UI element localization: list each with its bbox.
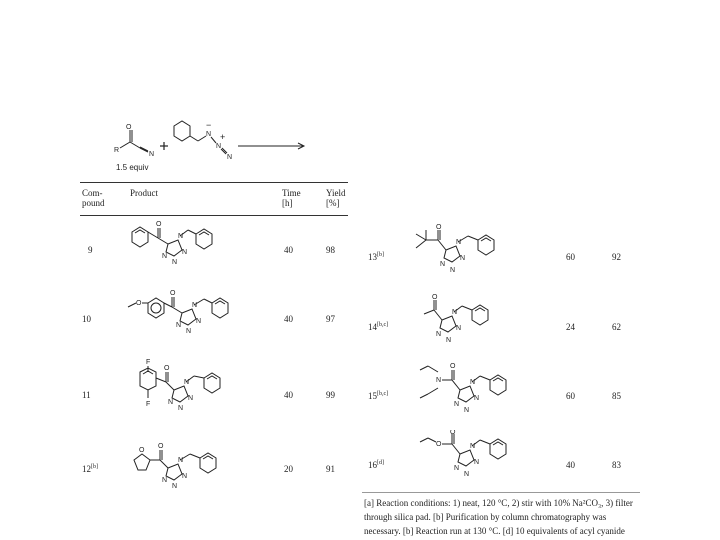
svg-text:−: −: [206, 120, 212, 130]
svg-text:N: N: [186, 328, 192, 335]
compound-number: 9: [88, 245, 93, 255]
svg-text:N: N: [464, 471, 470, 478]
scheme-n-label: N: [149, 151, 155, 158]
svg-text:N: N: [474, 459, 480, 466]
header-time: Time [h]: [282, 188, 301, 208]
yield-value: 98: [326, 245, 335, 255]
compound-number: 13[b]: [368, 252, 384, 262]
svg-text:N: N: [178, 233, 184, 240]
svg-text:N: N: [452, 309, 458, 316]
svg-text:N: N: [456, 325, 462, 332]
svg-text:N: N: [474, 395, 480, 402]
svg-text:O: O: [450, 363, 456, 370]
time-value: 60: [566, 252, 575, 262]
svg-text:N: N: [162, 477, 168, 484]
svg-text:N: N: [192, 302, 198, 309]
svg-text:N: N: [196, 318, 202, 325]
svg-text:N: N: [446, 337, 452, 344]
compound-number: 14[b,c]: [368, 322, 389, 332]
svg-text:N: N: [162, 253, 168, 260]
svg-text:N: N: [460, 255, 466, 262]
compound-number: 15[b,c]: [368, 391, 389, 401]
svg-text:N: N: [464, 407, 470, 414]
yield-value: 97: [326, 314, 335, 324]
structure-compound-13: [410, 224, 530, 288]
svg-text:N: N: [168, 399, 174, 406]
svg-text:N: N: [454, 465, 460, 472]
svg-text:O: O: [432, 294, 438, 301]
header-yield: Yield [%]: [326, 188, 346, 208]
header-product: Product: [130, 188, 158, 198]
time-value: 40: [566, 460, 575, 470]
svg-text:O: O: [436, 441, 442, 448]
svg-text:N: N: [182, 473, 188, 480]
svg-text:F: F: [146, 401, 151, 408]
svg-text:N: N: [436, 331, 442, 338]
svg-text:N: N: [470, 443, 476, 450]
svg-text:N: N: [172, 259, 178, 266]
structure-compound-15: [416, 362, 536, 428]
svg-text:N: N: [178, 405, 184, 412]
azide-n2-label: N: [216, 143, 222, 150]
structure-compound-12: [128, 440, 258, 510]
svg-text:O: O: [164, 365, 170, 372]
svg-text:N: N: [176, 322, 182, 329]
azide-n3-label: N: [227, 154, 233, 161]
svg-text:O: O: [158, 443, 164, 450]
svg-text:N: N: [184, 379, 190, 386]
svg-text:N: N: [182, 249, 188, 256]
svg-text:O: O: [136, 300, 142, 307]
svg-text:N: N: [172, 483, 178, 490]
svg-text:N: N: [436, 377, 442, 384]
scheme-r-label: R: [114, 147, 120, 154]
azide-n1-label: N: [206, 131, 212, 138]
time-value: 24: [566, 322, 575, 332]
svg-text:N: N: [456, 239, 462, 246]
svg-text:F: F: [146, 359, 151, 366]
svg-text:+: +: [220, 132, 226, 142]
svg-text:O: O: [450, 430, 456, 436]
svg-text:N: N: [188, 395, 194, 402]
yield-value: 62: [612, 322, 621, 332]
yield-value: 91: [326, 464, 335, 474]
reaction-scheme: [108, 112, 318, 177]
yield-value: 85: [612, 391, 621, 401]
compound-number: 16[d]: [368, 460, 384, 470]
svg-text:N: N: [470, 379, 476, 386]
table-top-rule: [80, 182, 348, 183]
time-value: 20: [284, 464, 293, 474]
scheme-o-label: O: [126, 124, 132, 131]
yield-value: 99: [326, 390, 335, 400]
svg-text:O: O: [436, 224, 442, 231]
yield-value: 83: [612, 460, 621, 470]
structure-compound-14: [420, 294, 520, 358]
svg-text:N: N: [440, 261, 446, 268]
time-value: 40: [284, 314, 293, 324]
compound-number: 10: [82, 314, 91, 324]
time-value: 60: [566, 391, 575, 401]
svg-text:N: N: [454, 401, 460, 408]
yield-value: 92: [612, 252, 621, 262]
table-header-rule: [80, 215, 348, 216]
equiv-label: 1.5 equiv: [116, 163, 149, 172]
svg-text:N: N: [178, 457, 184, 464]
structure-compound-9: [128, 218, 248, 278]
svg-text:O: O: [139, 447, 145, 454]
svg-text:O: O: [156, 221, 162, 228]
time-value: 40: [284, 245, 293, 255]
compound-number: 11: [82, 390, 91, 400]
time-value: 40: [284, 390, 293, 400]
svg-text:O: O: [170, 290, 176, 297]
structure-compound-11: [128, 356, 258, 426]
structure-compound-16: [416, 430, 536, 494]
svg-text:N: N: [450, 267, 456, 274]
structure-compound-10: [126, 287, 266, 347]
header-compound: Com- pound: [82, 188, 105, 208]
compound-number: 12[b]: [82, 464, 98, 474]
table-footnote: [a] Reaction conditions: 1) neat, 120 °C, 2) stir with 10% Na²CO₃, 3) filter through silica pad. [b] Purification by column chromatography was necessary. [b] Reaction run at 130 °C. [d] 10 equivalents of acyl cyanide: [364, 498, 633, 536]
